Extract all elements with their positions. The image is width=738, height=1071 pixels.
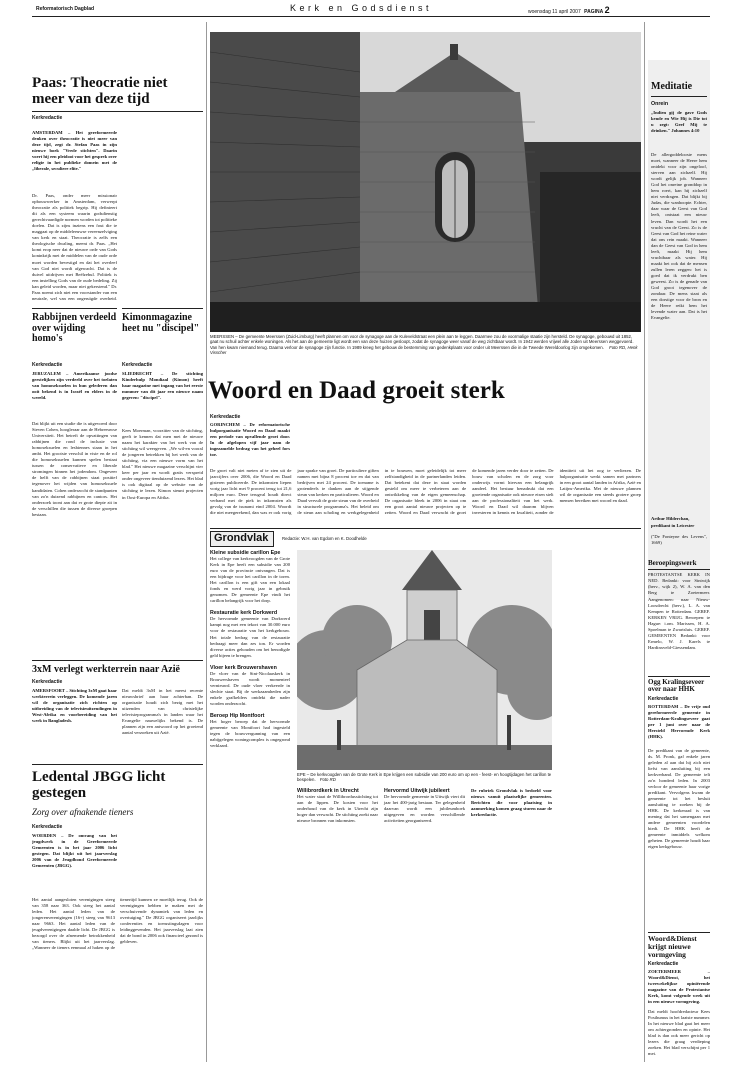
rubric: Kerkredactie [210, 414, 241, 420]
rubric: Kerkredactie [648, 695, 679, 702]
item-body: De hervormde gemeente van Dorkwerd kampt nog met een tekort van 30.000 euro voor de restauratie van het kerkgebouw. Het totale bedrag van de restauratie bedraagt meer dan zes ton. Er worden diverse acties gehouden om het benodigde geld bijeen te brengen. [210, 616, 290, 658]
item-body: Het college van kerkvoogden van de Grote Kerk in Epe heeft een subsidie van 200 euro van de provincie ontvangen. Dat is een bijdrage voor het carillon in de toren. Het carillon is een gift van een lokaal fonds en werd vorig jaar in gebruik genomen. De gemeente Epe vindt het carillon belangrijk voor het dorp. [210, 556, 290, 604]
article-body: Dat meldt 3xM in het meest recente nieuwsbrief aan haar achterban. De organisatie houdt zich bezig met het uitzenden van christelijke televisieprogramma's in landen waar het Evangelie nauwelijks bekend is. De plannen zijn een antwoord op het groeiend aantal verzoeken uit Azië. [122, 688, 203, 736]
item-body: Het water staat de Willibrordusstichting tot aan de lippen. De kosten voor het onderhoud van de kerk in Utrecht zijn hoger dan verwacht. De stichting zoekt naar nieuwe bronnen van inkomsten. [297, 794, 378, 824]
item-title: Hervormd Uitwijk jubileert [384, 788, 450, 794]
sidebar-woord-dienst [648, 932, 710, 1071]
grondvlak-continued [297, 788, 552, 1062]
photo-grote-kerk-epe [297, 550, 552, 770]
rubric: Kerkredactie [32, 679, 63, 685]
meditatie-verse: „Indien gij de gave Gods kende en Wie Hij is Die tot u zegt: Geef Mij te drinken." Johannes 4:10 [651, 110, 707, 134]
article-title: Woord en Daad groeit sterk [208, 377, 505, 404]
article-lead: SLIEDRECHT – De stichting Kinderhulp Mondiaal (Kimon) heeft haar magazine met ingang van het eerste nummer van dit jaar een nieuwe naam gegeven: "discipel". [122, 371, 203, 401]
sidebar-beroepingswerk [648, 560, 710, 667]
column-rule [644, 22, 645, 1062]
rubric: Kerkredactie [32, 114, 63, 121]
sidebar-meditatie [648, 60, 710, 600]
meditatie-rule [651, 96, 707, 97]
sidebar-kralingseveer [648, 676, 710, 923]
item-title: Beroep Hip Montfoort [210, 712, 265, 719]
divider [32, 308, 117, 309]
article-body: De groei valt niet meten af te zien uit de jaarcijfers over 2006, die Woord en Daad gisteren publiceerde. De inkomsten liepen vorig jaar licht met 9 procent terug tot 21,6 miljoen euro. Deze terugval houdt direct verband met de piek in inkomsten als gevolg van de tsunami eind 2004. Woordt die niet meegerekend, dan was er ook vorig jaar sprake van groei. De particuliere giften namen met bijna 8 procent toe en dat van bedrijven met 24 procent. De toename is grotendeels te danken aan de stijgende steun van kerken en particulieren. Woord en Daad vervult de grote steun van de overheid in structurele programma's. Het beleid om de steun aan scholing en werkgelegenheid in te bouwen, moet geleidelijk tot meer zelfstandigheid in de partnerlanden leiden. Dat betekent dat deze in staat worden gesteld om meer te verbeteren aan de ontwikkeling van de eigen gemeenschap. De organisatie bleek in 2006 in staat om een groot aantal nieuwe projecten op te zetten. Woord en Daad verwacht de groei de komende jaren verder door te zetten. De bouw van scholen en de zorg voor onderwijs vormt hiervan een belangrijk aandeel. Het bestuur benadrukt dat een groeiende organisatie ook nieuwe eisen stelt aan de professionaliteit van het werk. Woord en Daad wil daarom blijven investeren in kennis en kwaliteit, zonder de identiteit uit het oog te verliezen. De hulporganisatie werkt samen met partners in een groot aantal landen in Afrika, Azië en Latijns-Amerika. Met de nieuwe plannen wil de organisatie een steeds grotere groep mensen bereiken met woord en daad. [210, 468, 641, 516]
masthead-rule [32, 16, 710, 17]
meditatie-subtitle: Onrein [651, 101, 669, 107]
beroepingswerk-body: PROTESTANTSE KERK IN NED. Bedankt: voor Sintwijk (herv., wijk 2), W. A. van den Berg te Zoetermeer. Aangenomen: naar Nieuw-Loosdrecht (herv.), L. A. van Kempen te Rotterdam. GEREF. KERKEN VRIJG. Beroepen: te Hague: i.om. Marissen, H. A. Spoelman te Zwartsluis. GEREF. GEMEENTEN Bedankt: voor Ermelo, W. J. Karels te Hardinxveld-Giessendam. [648, 572, 710, 650]
item-title: Vloer kerk Brouwershaven [210, 664, 277, 671]
photo-credit: Foto RD [319, 777, 336, 783]
grondvlak-title-box [210, 531, 274, 547]
caption-text: EPE – De kerkvoogden van de Grote Kerk in Epe krijgen een subsidie van 200 euro om op een - feest- en hoogtijdagen het carillon te bespelen. [297, 772, 552, 783]
masthead [0, 0, 738, 32]
photo-credit: Foto RD, Henk Visscher [210, 344, 638, 356]
photo-caption [297, 772, 552, 783]
item-title: Restauratie kerk Dorkwerd [210, 610, 278, 617]
meditatie-author: Arthur Hilderchan, [651, 516, 690, 521]
woord-dienst-body: Dat meldt hoofdredacteur Kees Posthumus in het laatste nummer. In het nieuwe blad gaat het meer om achtergronden en opinie. Het blad is dan ook meer gericht op lezers die graag verdieping zoeken. Het blad verschijnt per 1 mei. [648, 1008, 710, 1056]
date-text: woensdag 11 april 2007 [528, 9, 581, 15]
rubric: Kerkredactie [32, 362, 63, 368]
divider [32, 764, 203, 765]
meditatie-title: Meditatie [651, 81, 693, 92]
photo-caption [210, 334, 641, 374]
grondvlak-column [210, 550, 290, 1062]
meditatie-source: ("De Fonteyne des Levens", 1669) [651, 534, 707, 546]
divider [210, 528, 641, 529]
article-title: Ledental JBGG licht gestegen [32, 769, 166, 801]
article-title: Paas: Theocratie niet meer van deze tijd [32, 75, 168, 107]
publication-logo: Reformatorisch Dagblad [36, 6, 95, 12]
item-title: Kleine subsidie carillon Epe [210, 550, 281, 556]
grondvlak-header [210, 531, 641, 547]
rubric: Kerkredactie [122, 362, 153, 368]
beroepingswerk-title: Beroepingswerk [648, 559, 697, 567]
article-lead: AMERSFOORT – Stichting 3xM gaat haar werkterrein verleggen. De komende jaren wil de organisatie zich richten op uitbreiding van de televisieuitzendingen in West-Afrika en voorbereiding van het werk in Bangladesh. [32, 688, 117, 724]
issue-date [528, 5, 610, 15]
divider [648, 676, 710, 677]
meditatie-body: De allergoddelooste mens moet, wanneer de Heere hem ontdekt voor zijn ongeloof, sterven aan zichzelf. Hij wordt gelijk job. Wanneer God het onreine gronddop in hem roert, kan hij zichzelf niet verdragen. Dat blijkt bij Judas, die wanhoopte. Echter, daar waar de Geest van God leeft, ontstaat een nieuw leven. Dan wordt het een vrucht van de Geest. Zo is de Geest van God het reine water dat ons rein maakt. Wanneer dan de Geest van God in hem leeft, maakt Hij hem vruchtbaar als water. Hij maakt het ook dat de mensen zullen leren zeggen: het is goed dat ik verdrukt ben geweest. Zo is de genade van God groot tegenover de zondaar. De mens staat als een dorstige voor de bron en de Heere reikt hem het levende water aan. Dat is het Evangelie. [651, 152, 707, 321]
title-rule [32, 111, 203, 112]
photo-synagoge [210, 32, 641, 332]
kralingseveer-body: De predikant van de gemeente, ds. M. Pronk, gaf enkele jaren geleden al aan dat hij zich niet liefst van aansluiting bij een kerkverband. De gemeente telt zo'n honderd leden. In 2003 verloor de gemeente haar vorige predikant. Vervolgens kwam de gemeente tot het besluit aansluiting te zoeken bij de HHK. De kerkeraad is van mening dat het samengaan met andere gemeenten voordelen biedt. De HHK heeft de gemeente inmiddels welkom geheten. De gemeente houdt haar eigen kerkgebouw. [648, 747, 710, 850]
article-subtitle: Zorg over afnakende tieners [32, 807, 134, 817]
article-body: Kees Moerman, voorzitter van de stichting, geeft te kennen dat men met de nieuwe naam het karakter van het werk van de stichting wil weergeven. „We wil-en vooral de jongeren betrekken bij het werk van de stichting, via een nieuwe vorm van het blad." Het nieuwe magazine verschijnt vier keer per jaar en wordt gratis verspreid onder ongeveer tienduizend lezers. Het blad is ook digitaal op de website van de stichting te lezen. Kimon steunt projecten in Oost-Europa en Afrika. [122, 428, 203, 500]
article-lead: GORINCHEM – De reformatorische hulporganisatie Woord en Daad maakt een periode van opvallende groei door. In de afgelopen vijf jaar nam de ingezamelde bedrag van het geheel fors toe. [210, 422, 290, 458]
rubric: Kerkredactie [648, 960, 679, 967]
article-body: Het aantal aangesloten verenigingen steeg van 358 naar 363. Ook steeg het aantal leden. Het aantal leden van de jongerenverenigingen (16+) steeg van 9613 naar 9663. Het aantal leden van de jeugdverenigingen daalde licht. De JBGG is bezorgd over de afnemende betrokkenheid van tieners. Blijkt uit het jaarverslag. „Wanneer de tieners eenmaal af haken op de tienertijd kunnen ze moeilijk terug. Ook de verenigingen hebben te maken met de verschuivende dynamiek van leden en overtuiging." De JBGG organiseert jaarlijks conferenties en toerustingsdagen voor leidinggevenden. Het jaarverslag laat zien dat de bond in 2006 ook financieel gezond is gebleven. [32, 897, 203, 951]
article-title: 3xM verlegt werkterrein naar Azië [32, 664, 180, 675]
kralingseveer-lead: ROTTERDAM – De vrije oud gereformeerde gemeente in Rotterdam-Kralingseveer gaat per 1 juni over naar de Hersteld Hervormde Kerk (HHK). [648, 703, 710, 739]
church-illustration [297, 550, 552, 770]
meditatie-author-note: predikant in Leicester [651, 523, 695, 528]
article-theocratie [32, 76, 203, 124]
divider [648, 932, 710, 933]
divider [32, 660, 203, 661]
item-body: De hervormde gemeente in Uitwijk viert dit jaar het 400-jarig bestaan. Ter gelegenheid daarvan wordt een jubileumboek uitgegeven en worden verschillende activiteiten georganiseerd. [384, 794, 465, 824]
page-label: PAGINA [584, 9, 604, 15]
woord-dienst-lead: ZOETERMEER – Woord&Dienst, het tweewekelijkse opiniërende magazine van de Protestantse Kerk, komt volgende week uit in een nieuwe vormgeving. [648, 968, 710, 1004]
item-title: Willibrordkerk in Utrecht [297, 788, 359, 794]
article-body: Dr. Paas, onder meer missionair opbouwwerker in Amsterdam, verwerpt theocratie als politiek begrip. Hij definieert dit als een systeem waarin godsdienstig gerechtvaardigde normen worden tot politieke doelen. Dat is zijns inziens een fout die te maggaat op de middeleeuwse vereenzelviging van kerk en staat. Theocratie is zelfs een theologische dwaling, meent dr. Paas. „Het komt erop neer dat de nieuwe orde van Gods koninkrijk met de middelen van de oude orde moet worden bevestigd en dat het overleef van God niet wordt afgewacht. Dat is de duivel uitdrijven met Beëlzebul. Politiek is een instelling Gods van de oude bedeling. Zij kan geleid worden, maar niet gekerstend." Dr. Paas noemt zich niet een voorstander van een neutrale, wel van een ongeruïgde overheid. [32, 193, 117, 301]
grondvlak-title: Grondvlak [214, 532, 269, 544]
synagogue-illustration [210, 32, 641, 332]
item-body: Het hoger beroep dat de hervormde gemeente van Montfoort had ingesteld tegen de bouwvergunning van een nabijgelegen woningcomplex is ongegrond verklaard. [210, 718, 290, 749]
article-lead: JERUZALEM – Amerikaanse joodse geestelijken zijn verdeeld over het toelaten van homoseksuelen in hun gelederen dan ooit bekend is in Israël en elders in de wereld. [32, 371, 117, 401]
section-title: Kerk en Godsdienst [290, 3, 433, 13]
beroepingswerk-rule [648, 569, 710, 570]
grondvlak-footnote: De rubriek Grondvlak is bedoeld voor nieuws vanuit plaatselijke gemeenten. Berichten die voor plaatsing in aanmerking komen graag sturen naar de kerkredactie. [471, 788, 552, 818]
article-title: Kimonmagazine heet nu "discipel" [122, 312, 200, 334]
article-title: Rabbijnen verdeeld over wijding homo's [32, 312, 117, 344]
kralingseveer-title: Ogg Kralingseveer over naar HHK [648, 678, 705, 694]
article-body-continued [122, 130, 203, 303]
page-number: 2 [604, 5, 610, 15]
article-body: Dat blijkt uit een studie die is uitgevoerd door Steven Cohen, hoogleraar aan de Hebreeuwse Universiteit. Het betreft de opvattingen van rabbijnen die rond de inclusie van homoseksuelen en lesbiennes staan in het ambt. Het grootste verschil in visie en de rol die homoseksuelen kunnen spelen bestaat tussen de conservatieve en liberale stromingen binnen het jodendom. Ongeveer de helft van de rabbijnen staat positief tegenover het wijden van homoseksuele kandidaten. Cohen onderzocht de standpunten van zo'n duizend rabbijnen en cantors. Het onderzoek toont aan dat er grote diepte zit in de verschillen die tussen de diverse groepen bestaan. [32, 421, 117, 517]
item-body: De vloer van de Sint-Nicolaaskerk in Brouwershaven wordt momenteel vernieuwd. De oude vloer verkeerde in slechte staat. Bij de werkzaamheden zijn enkele grafkelders ontdekt die nader worden onderzocht. [210, 670, 290, 706]
divider [122, 308, 203, 309]
column-rule [206, 22, 207, 1062]
caption-text: MEERSSEN – De gemeente Meerssen (Zuid-Limburg) heeft plannen om voor de synagoge aan de Kuleveldstraat een plein aan te leggen. Daarmee zou de voormalige staatie zijn hersteld. De synagoge, gebouwd uit 1852, gaat nu schuil achter enkele woningen. Als het aan de gemeente ligt wordt een van deze huizen gesloopt, zodat de synagoge weer vanaf de weg zichtbaar wordt. In 1942 werden vrijwel alle Joden uit Meerssen weggevoerd. Van hen kwam niemand terug. Daarna verloor de synagoge zijn functie. In 1989 kreeg het gebouw de bestemming van gedenkplaats voor onder uit Meerssen die in de Tweede Wereldoorlog zijn omgekomen. [210, 334, 634, 350]
article-lead: AMSTERDAM – Het gereformeerde denken over theocratie is niet meer van deze tijd, zegt dr. Stefan Paas in zijn nieuwe boek "Vrede stichten". Daarin voert hij een pleidooi voor het gesprek over religie in het publieke domein met de „liberale, seculiere elite." [32, 130, 117, 172]
article-lead: WOERDEN – De omvang van het jeugdwerk in de Gereformeerde Gemeenten is in het jaar 2006 licht gestegen. Dat blijkt uit het jaarverslag 2006 van de Jeugdbond Gereformeerde Gemeenten (JBGG). [32, 833, 117, 869]
woord-dienst-title: Woord&Dienst krijgt nieuwe vormgeving [648, 934, 697, 959]
grondvlak-byline: Redactie: W.H. van Egdom en K. Doodhelde [282, 536, 367, 541]
rubric: Kerkredactie [32, 824, 63, 830]
